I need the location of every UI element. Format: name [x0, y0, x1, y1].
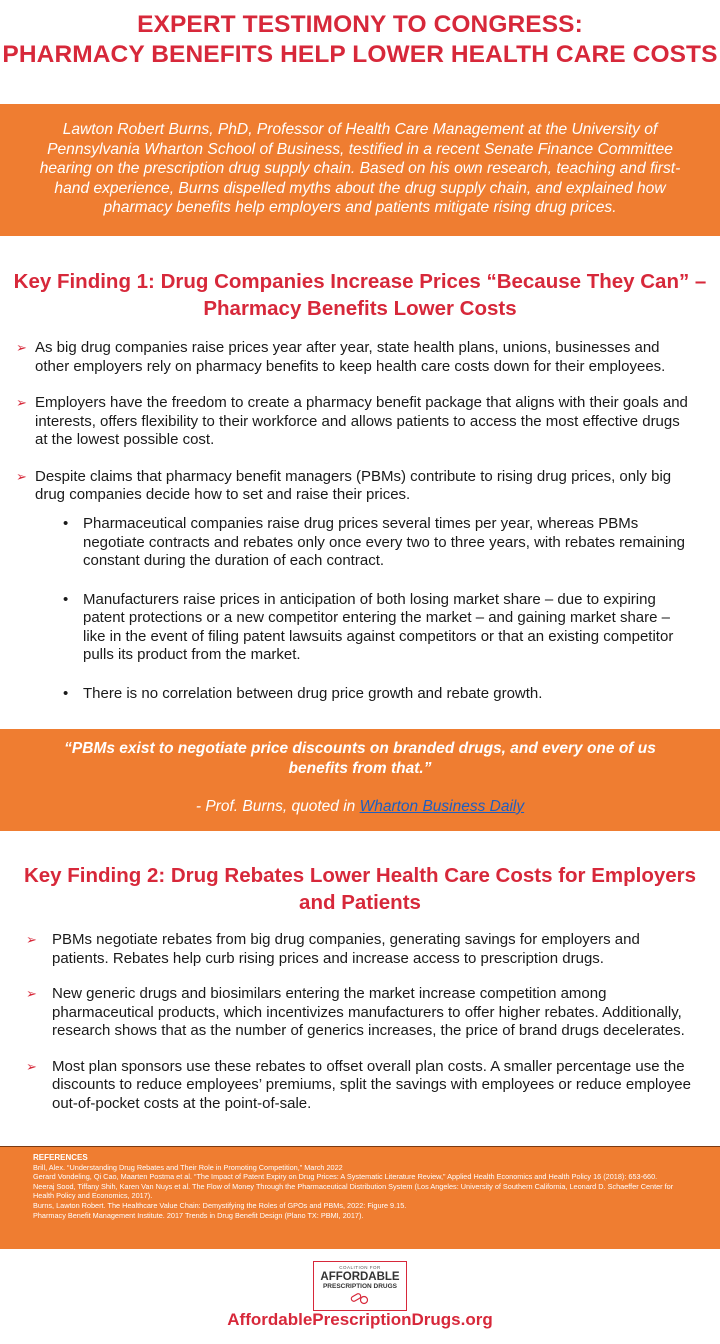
arrow-bullet-icon: ➢ — [26, 932, 37, 947]
key-finding-1-heading — [0, 268, 720, 322]
quote-banner — [0, 729, 720, 831]
title-line-1: EXPERT TESTIMONY TO CONGRESS: — [137, 11, 583, 38]
intro-banner — [0, 104, 720, 236]
quote-attribution-prefix: - Prof. Burns, quoted in — [195, 798, 360, 815]
key-finding-2-heading-line-1: Key Finding 2: Drug Rebates Lower Health Care Costs for Employers — [23, 864, 697, 887]
logo-mid-text: PRESCRIPTION DRUGS — [322, 1283, 398, 1290]
list-item-text: New generic drugs and biosimilars entering the market increase competition among pharmaceutical products, which incentivizes manufacturers to offer higher rebates. Additionally, research shows that as the number of generics increases, the price of brand drugs decelerates. — [52, 985, 685, 1039]
arrow-bullet-icon: ➢ — [16, 468, 27, 484]
bullet-dot-icon: • — [63, 590, 69, 608]
list-item-text: Despite claims that pharmacy benefit managers (PBMs) contribute to rising drug prices, only big drug companies decide how to set and raise their prices. — [35, 467, 672, 503]
wharton-business-daily-link[interactable]: Wharton Business Daily — [359, 798, 525, 815]
arrow-bullet-icon: ➢ — [26, 986, 37, 1001]
logo-big-text: AFFORDABLE — [320, 1271, 400, 1283]
list-item-text: Employers have the freedom to create a pharmacy benefit package that aligns with their goals and interests, offers flexibility to their workforce and allows patients to access the most effective drugs at the lowest possible cost. — [35, 394, 688, 448]
list-item — [0, 339, 720, 376]
pill-icon — [349, 1292, 371, 1306]
key-finding-1-heading-line-1: Key Finding 1: Drug Companies Increase Prices “Because They Can” – — [13, 270, 707, 293]
key-finding-1-sublist — [0, 515, 720, 723]
arrow-bullet-icon: ➢ — [26, 1058, 37, 1074]
bullet-dot-icon: • — [63, 684, 69, 702]
key-finding-1-list — [0, 339, 720, 523]
list-item — [0, 394, 720, 450]
reference-item: Pharmacy Benefit Management Institute. 2017 Trends in Drug Benefit Design (Plano TX: PBMI, 2017). — [33, 1210, 364, 1220]
key-finding-2-heading — [0, 862, 720, 916]
sub-list-item — [0, 685, 720, 704]
list-item-text: As big drug companies raise prices year after year, state health plans, unions, businesses and other employers rely on pharmacy benefits to keep health care costs down for their employees. — [35, 339, 666, 375]
reference-item: Brill, Alex. “Understanding Drug Rebates and Their Role in Promoting Competition,” March 2022 — [33, 1162, 343, 1172]
sub-list-item-text: There is no correlation between drug price growth and rebate growth. — [83, 684, 543, 702]
quote-attribution — [40, 797, 680, 817]
reference-item: Gerard Vondeling, Qi Cao, Maarten Postma et al. “The Impact of Patent Expiry on Drug Prices: A Systematic Literature Review,” Applied Health Economics and Health Policy 16 (2018): 653-660. — [33, 1172, 658, 1182]
bullet-dot-icon: • — [63, 515, 69, 532]
page-title — [0, 10, 720, 70]
arrow-bullet-icon: ➢ — [16, 340, 27, 355]
reference-item: Neeraj Sood, Tiffany Shih, Karen Van Nuys et al. The Flow of Money Through the Pharmaceutical Distribution System (Los Angeles: University of Southern California, Leonard D. Schaeffer Center for Health Policy and Economics, 2017). — [33, 1181, 674, 1201]
key-finding-1-heading-line-2: Pharmacy Benefits Lower Costs — [203, 297, 517, 320]
list-item — [0, 985, 720, 1041]
references-heading: REFERENCES — [33, 1153, 88, 1162]
list-item — [0, 1058, 720, 1114]
arrow-bullet-icon: ➢ — [16, 395, 27, 410]
list-item-text: PBMs negotiate rebates from big drug companies, generating savings for employers and patients. Rebates help curb rising prices and increase access to prescription drugs. — [52, 931, 640, 967]
list-item — [0, 468, 720, 505]
reference-item: Burns, Lawton Robert. The Healthcare Value Chain: Demystifying the Roles of GPOs and PBMs, 2022: Figure 9.15. — [33, 1200, 407, 1210]
footer-website[interactable]: AffordablePrescriptionDrugs.org — [227, 1310, 493, 1329]
sub-list-item-text: Manufacturers raise prices in anticipation of both losing market share – due to expiring patent protections or a new competitor entering the market – and gaining market share – like in the event of filing patent lawsuits against competitors or that an existing competitor pulls its product from the market. — [83, 590, 674, 663]
coalition-logo — [313, 1261, 407, 1311]
sub-list-item — [0, 591, 720, 665]
quote-text: “PBMs exist to negotiate price discounts on branded drugs, and every one of us benefits from that.” — [64, 740, 656, 777]
list-item — [0, 931, 720, 968]
key-finding-2-list — [0, 931, 720, 1130]
logo-small-text: COALITION FOR — [339, 1265, 381, 1270]
references-section — [0, 1146, 720, 1249]
sub-list-item-text: Pharmaceutical companies raise drug prices several times per year, whereas PBMs negotiate contracts and rebates only once every two to three years, with rebates remaining constant during the duration of each contract. — [83, 515, 685, 569]
intro-text: Lawton Robert Burns, PhD, Professor of Health Care Management at the University of Pennsylvania Wharton School of Business, testified in a recent Senate Finance Committee hearing on the prescription drug supply chain. Based on his own research, teaching and first-hand experience, Burns dispelled myths about the drug supply chain, and explained how pharmacy benefits help employers and patients mitigate rising drug prices. — [39, 121, 681, 216]
key-finding-2-heading-line-2: and Patients — [299, 891, 421, 914]
list-item-text: Most plan sponsors use these rebates to offset overall plan costs. A smaller percentage use the discounts to reduce employees’ premiums, split the savings with employees or reduce employee out-of-pocket costs at the point-of-sale. — [52, 1057, 691, 1112]
title-line-2: PHARMACY BENEFITS HELP LOWER HEALTH CARE COSTS — [2, 41, 718, 68]
sub-list-item — [0, 515, 720, 571]
